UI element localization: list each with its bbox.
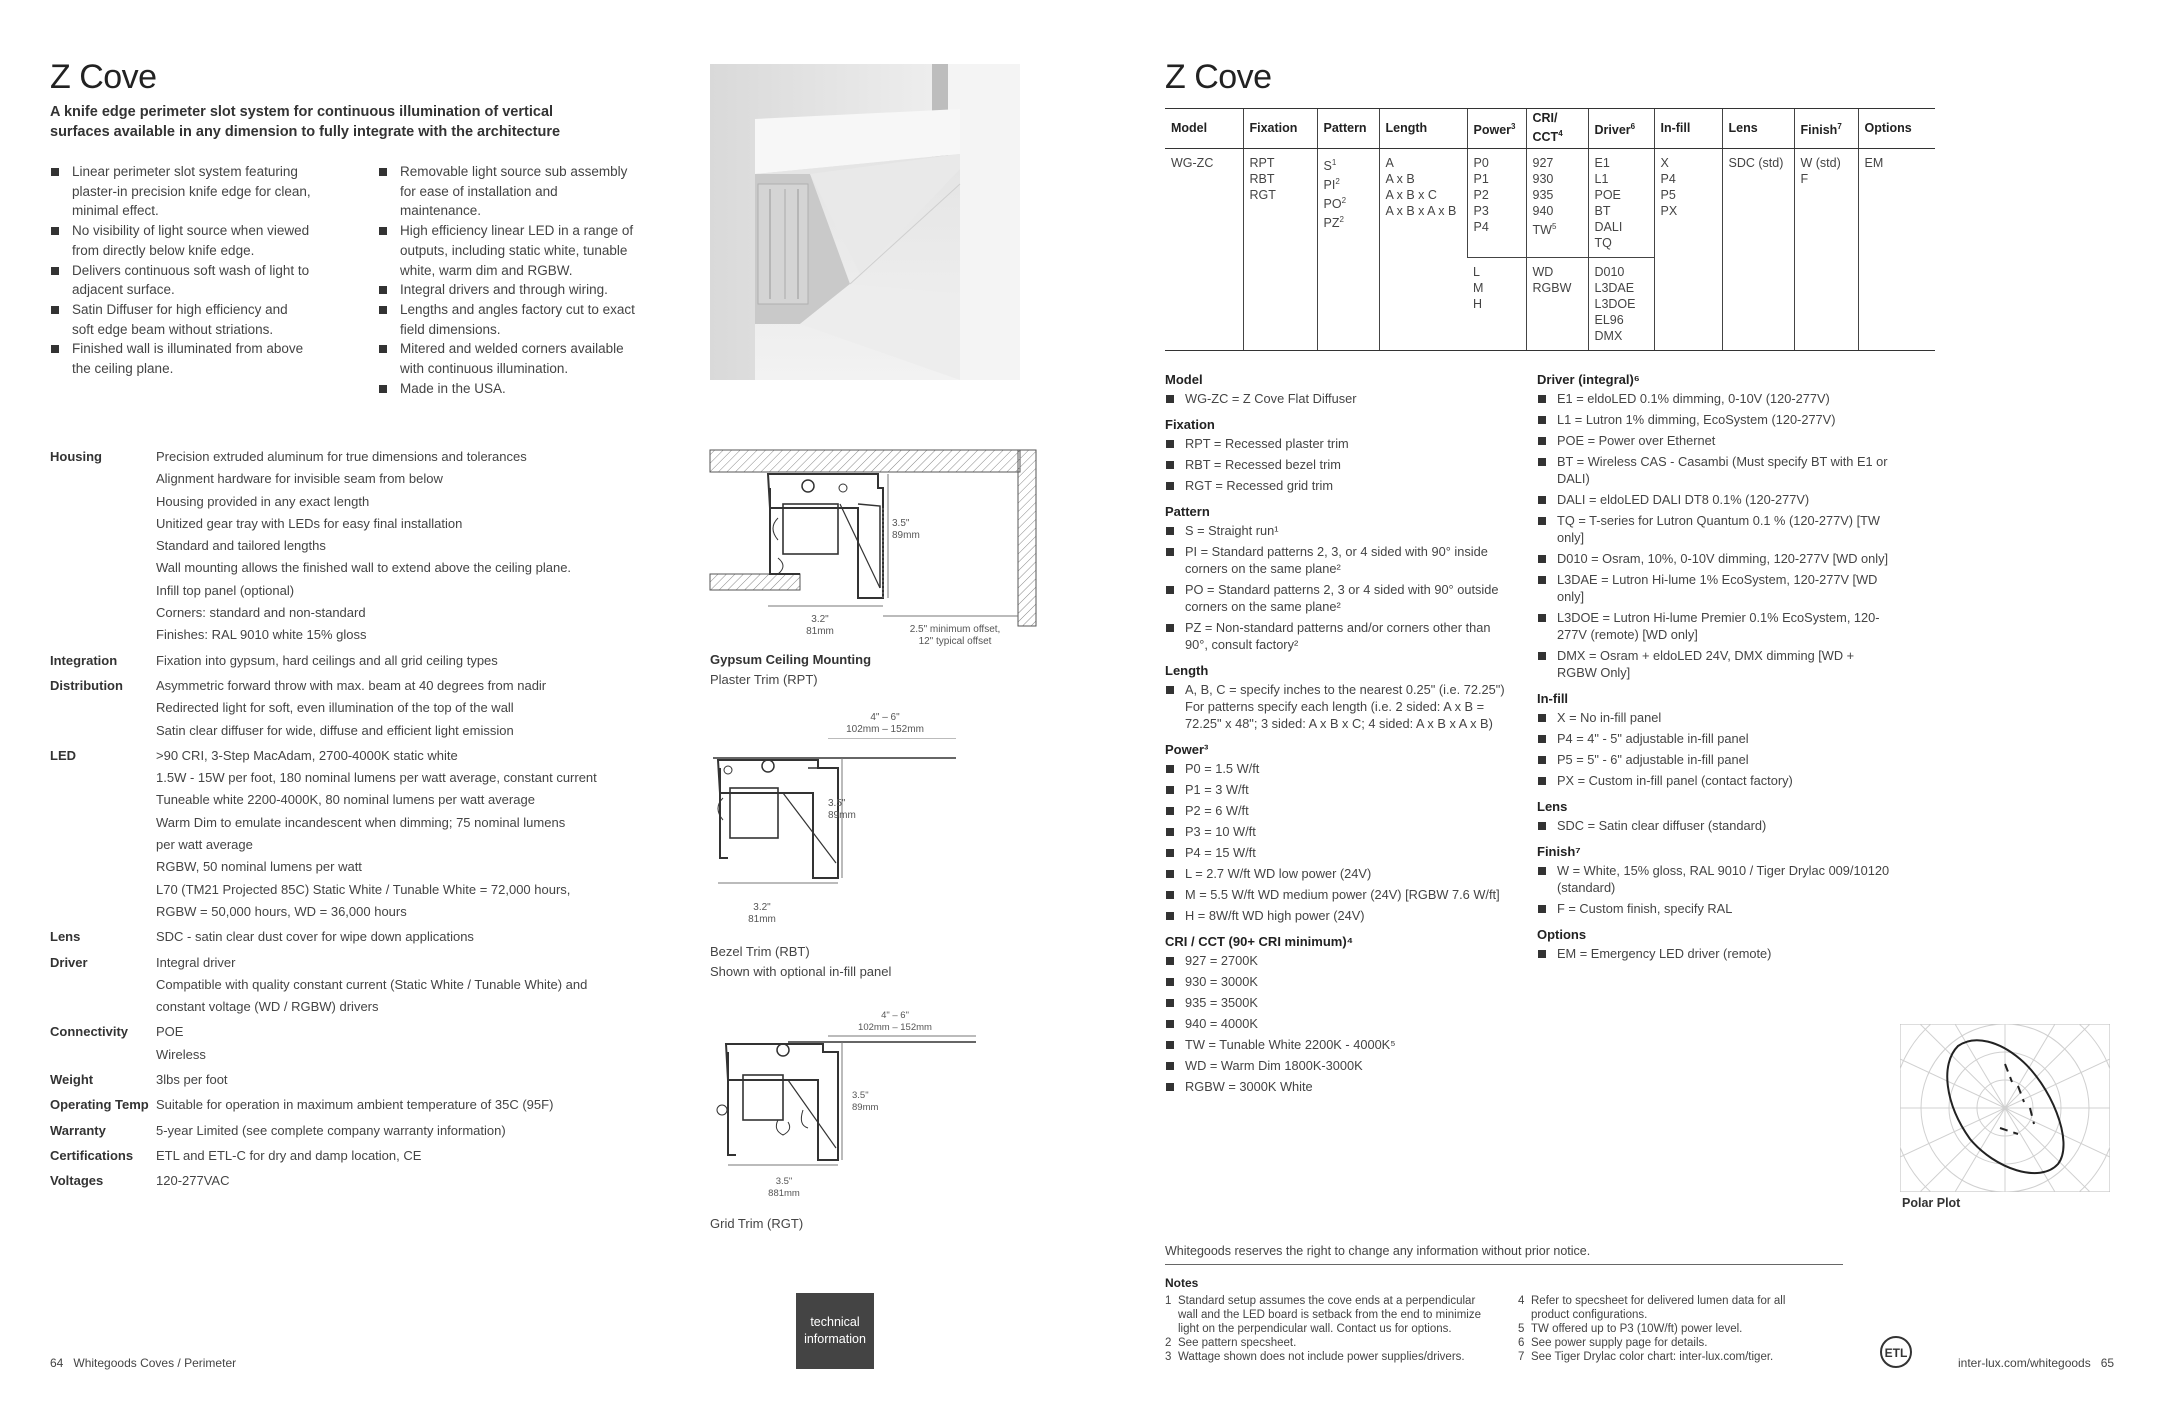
option-item: L3DOE = Lutron Hi-lume Premier 0.1% EcoSystem, 120-277V (remote) [WD only] — [1537, 609, 1897, 643]
option-item: PI = Standard patterns 2, 3, or 4 sided with 90° inside corners on the same plane² — [1165, 543, 1510, 577]
option-item: RGT = Recessed grid trim — [1165, 477, 1510, 494]
option-item: PZ = Non-standard patterns and/or corners other than 90°, consult factory² — [1165, 619, 1510, 653]
spec-row — [50, 1021, 650, 1066]
option-list — [1165, 681, 1510, 732]
specifications — [50, 446, 650, 1196]
option-list — [1537, 862, 1897, 917]
spec-value: Housing provided in any exact length — [156, 493, 370, 509]
option-item: 930 = 3000K — [1165, 973, 1510, 990]
page-number-left: 64 — [50, 1356, 64, 1370]
option-list — [1165, 522, 1510, 653]
d1-width: 3.2" 81mm — [806, 614, 834, 637]
option-item: M = 5.5 W/ft WD medium power (24V) [RGBW 7.6 W/ft] — [1165, 886, 1510, 903]
cell-power-24v: L M H — [1467, 258, 1526, 351]
spec-value: >90 CRI, 3-Step MacAdam, 2700-4000K static white — [156, 747, 458, 763]
page-title-right: Z Cove — [1165, 58, 1272, 96]
d2-caption: Bezel Trim (RBT) Shown with optional in-fill panel — [710, 944, 892, 979]
spec-row — [50, 1170, 650, 1192]
option-item: L3DAE = Lutron Hi-lume 1% EcoSystem, 120-277V [WD only] — [1537, 571, 1897, 605]
spec-label: Certifications — [50, 1147, 134, 1163]
option-item: 935 = 3500K — [1165, 994, 1510, 1011]
d2-width: 3.2" 81mm — [748, 902, 776, 925]
spec-values — [156, 650, 498, 672]
d1-height-mm: 89mm — [892, 530, 920, 541]
spec-value: 1.5W - 15W per foot, 180 nominal lumens per watt average, constant current — [156, 770, 597, 786]
page-number-right: 65 — [2100, 1356, 2115, 1370]
spec-row — [50, 1094, 650, 1116]
spec-label: Distribution — [50, 677, 123, 693]
spec-value: Wall mounting allows the finished wall to extend above the ceiling plane. — [156, 560, 572, 576]
note-item — [1165, 1350, 1495, 1364]
spec-value: 5-year Limited (see complete company warranty information) — [156, 1122, 506, 1138]
option-item: X = No in-fill panel — [1537, 709, 1897, 726]
options-column-1 — [1165, 362, 1510, 1099]
note-item — [1518, 1350, 1818, 1364]
note-number: 4 — [1518, 1295, 1525, 1307]
option-group-heading: Fixation — [1165, 417, 1215, 432]
option-item: EM = Emergency LED driver (remote) — [1537, 945, 1897, 962]
option-group-heading: CRI / CCT (90+ CRI minimum)⁴ — [1165, 934, 1354, 949]
feature-item: Lengths and angles factory cut to exact field dimensions. — [378, 300, 640, 339]
option-item: RPT = Recessed plaster trim — [1165, 435, 1510, 452]
feature-list-right — [378, 162, 640, 398]
feature-item: High efficiency linear LED in a range of outputs, including static white, tunable white, warm dim and RGBW. — [378, 221, 640, 280]
d1-offset: 2.5" minimum offset, 12" typical offset — [909, 624, 1001, 647]
option-item: BT = Wireless CAS - Casambi (Must specify BT with E1 or DALI) — [1537, 453, 1897, 487]
note-item — [1165, 1294, 1495, 1336]
cell-cct-24v: WD RGBW — [1526, 258, 1588, 351]
footer-section-title: Whitegoods Coves / Perimeter — [73, 1356, 237, 1370]
spec-values — [156, 446, 571, 647]
option-group-heading: Driver (integral)⁶ — [1537, 372, 1640, 387]
note-item — [1518, 1336, 1818, 1350]
spec-value: Infill top panel (optional) — [156, 582, 295, 598]
note-text: TW offered up to P3 (10W/ft) power level. — [1531, 1323, 1743, 1335]
option-group-heading: Pattern — [1165, 504, 1210, 519]
spec-value: POE — [156, 1024, 184, 1040]
option-item: P4 = 15 W/ft — [1165, 844, 1510, 861]
spec-value: 3lbs per foot — [156, 1072, 228, 1088]
ordering-table — [1165, 108, 1935, 351]
option-item: S = Straight run¹ — [1165, 522, 1510, 539]
d3-caption: Grid Trim (RGT) — [710, 1216, 804, 1231]
spec-values — [156, 1021, 206, 1066]
option-item: P3 = 10 W/ft — [1165, 823, 1510, 840]
option-item: P4 = 4" - 5" adjustable in-fill panel — [1537, 730, 1897, 747]
spec-value: Unitized gear tray with LEDs for easy final installation — [156, 515, 463, 531]
polar-plot-label: Polar Plot — [1902, 1196, 1961, 1210]
page-title-left: Z Cove — [50, 58, 157, 96]
option-item: P0 = 1.5 W/ft — [1165, 760, 1510, 777]
cell-options: EM — [1858, 149, 1935, 351]
spec-value: Compatible with quality constant current (Static White / Tunable White) and — [156, 976, 588, 992]
option-list — [1537, 945, 1897, 962]
cell-driver-24v: D010 L3DAE L3DOE EL96 DMX — [1588, 258, 1654, 351]
spec-value: RGBW, 50 nominal lumens per watt — [156, 859, 362, 875]
lead-paragraph: A knife edge perimeter slot system for continuous illumination of vertical surfaces available in any dimension to fully integrate with the architecture — [50, 104, 561, 140]
d1-height-label: 3.5" — [892, 518, 910, 529]
option-list — [1537, 390, 1897, 681]
note-text: Standard setup assumes the cove ends at a perpendicular wall and the LED board is setback from the end to minimize light on the perpendicular wall. Contact us for options. — [1178, 1295, 1481, 1335]
option-item: 940 = 4000K — [1165, 1015, 1510, 1032]
etl-logo — [1878, 1334, 1914, 1370]
spec-value: Precision extruded aluminum for true dimensions and tolerances — [156, 449, 527, 464]
spec-value: Tuneable white 2200-4000K, 80 nominal lumens per watt average — [156, 792, 535, 808]
spec-row — [50, 650, 650, 672]
option-group-heading: In-fill — [1537, 691, 1569, 706]
feature-item: Made in the USA. — [378, 379, 640, 399]
option-item: DALI = eldoLED DALI DT8 0.1% (120-277V) — [1537, 491, 1897, 508]
notes-left — [1165, 1294, 1495, 1364]
note-text: Wattage shown does not include power supplies/drivers. — [1178, 1351, 1465, 1363]
spec-value: Standard and tailored lengths — [156, 538, 326, 554]
option-item: A, B, C = specify inches to the nearest 0.25" (i.e. 72.25") For patterns specify each length (i.e. 2 sided: A x B = 72.25" x 48"; 3 sided: A x B x C; 4 sided: A x B x A x B) — [1165, 681, 1510, 732]
spec-value: Corners: standard and non-standard — [156, 605, 366, 621]
spec-value: per watt average — [156, 837, 253, 853]
table-header-pattern: Pattern — [1317, 109, 1379, 149]
option-item: PX = Custom in-fill panel (contact factory) — [1537, 772, 1897, 789]
spec-values — [156, 952, 587, 1019]
feature-item: Linear perimeter slot system featuring plaster-in precision knife edge for clean, minimal effect. — [50, 162, 312, 221]
spec-label: Lens — [50, 929, 81, 945]
spec-value: Alignment hardware for invisible seam from below — [156, 471, 443, 487]
spec-row — [50, 1120, 650, 1142]
spec-value: Fixation into gypsum, hard ceilings and all grid ceiling types — [156, 652, 498, 668]
feature-item: Mitered and welded corners available with continuous illumination. — [378, 339, 640, 378]
d2-height: 3.5" 89mm — [828, 798, 856, 821]
note-number: 7 — [1518, 1351, 1525, 1363]
option-list — [1537, 709, 1897, 789]
spec-row — [50, 952, 650, 1019]
option-list — [1165, 952, 1510, 1095]
option-item: P1 = 3 W/ft — [1165, 781, 1510, 798]
options-column-2 — [1537, 362, 1897, 966]
option-item: DMX = Osram + eldoLED 24V, DMX dimming [WD + RGBW Only] — [1537, 647, 1897, 681]
notes-divider — [1165, 1264, 1843, 1265]
spec-value: Redirected light for soft, even illumination of the top of the wall — [156, 700, 514, 716]
note-text: Refer to specsheet for delivered lumen data for all product configurations. — [1531, 1295, 1786, 1321]
spec-values — [156, 926, 474, 948]
disclaimer: Whitegoods reserves the right to change any information without prior notice. — [1165, 1244, 1591, 1258]
spec-value: Finishes: RAL 9010 white 15% gloss — [156, 627, 367, 643]
spec-label: Housing — [50, 449, 102, 464]
spec-values — [156, 745, 597, 923]
option-item: D010 = Osram, 10%, 0-10V dimming, 120-277V [WD only] — [1537, 550, 1897, 567]
spec-label: Driver — [50, 954, 88, 970]
product-photo — [710, 64, 1020, 380]
spec-label: LED — [50, 747, 76, 763]
note-item — [1165, 1336, 1495, 1350]
option-item: TQ = T-series for Lutron Quantum 0.1 % (120-277V) [TW only] — [1537, 512, 1897, 546]
feature-list-left — [50, 162, 312, 379]
table-header-lens: Lens — [1722, 109, 1794, 149]
spec-value: Integral driver — [156, 954, 236, 970]
option-group-heading: Options — [1537, 927, 1587, 942]
cell-lens: SDC (std) — [1722, 149, 1794, 351]
note-text: See pattern specsheet. — [1178, 1337, 1297, 1349]
option-list — [1165, 390, 1510, 407]
option-item: SDC = Satin clear diffuser (standard) — [1537, 817, 1897, 834]
note-text: See power supply page for details. — [1531, 1337, 1708, 1349]
option-list — [1165, 760, 1510, 924]
table-header-driver: Driver$^6$ — [1588, 109, 1654, 149]
d3-range: 4" – 6" 102mm – 152mm — [858, 1010, 932, 1033]
option-item: 927 = 2700K — [1165, 952, 1510, 969]
option-item: WD = Warm Dim 1800K-3000K — [1165, 1057, 1510, 1074]
table-header-finish: Finish$^7$ — [1794, 109, 1858, 149]
option-item: RGBW = 3000K White — [1165, 1078, 1510, 1095]
note-item — [1518, 1294, 1818, 1322]
feature-item: Finished wall is illuminated from above the ceiling plane. — [50, 339, 312, 378]
option-item: P5 = 5" - 6" adjustable in-fill panel — [1537, 751, 1897, 768]
option-item: W = White, 15% gloss, RAL 9010 / Tiger Drylac 009/10120 (standard) — [1537, 862, 1897, 896]
cell-length: A A x B A x B x C A x B x A x B — [1379, 149, 1467, 351]
spec-value: constant voltage (WD / RGBW) drivers — [156, 999, 379, 1015]
feature-item: Integral drivers and through wiring. — [378, 280, 640, 300]
spec-values — [156, 1170, 229, 1192]
option-item: TW = Tunable White 2200K - 4000K⁵ — [1165, 1036, 1510, 1053]
footer-right — [1958, 1356, 2114, 1370]
spec-values — [156, 1120, 506, 1142]
footer-url: inter-lux.com/whitegoods — [1958, 1356, 2091, 1370]
option-item: RBT = Recessed bezel trim — [1165, 456, 1510, 473]
note-number: 2 — [1165, 1337, 1172, 1349]
spec-row — [50, 446, 650, 647]
note-number: 1 — [1165, 1295, 1172, 1307]
option-list — [1165, 435, 1510, 494]
cell-cct: 927 930 935 940 $TW^5$ — [1526, 149, 1588, 258]
notes-right — [1518, 1294, 1818, 1364]
option-item: F = Custom finish, specify RAL — [1537, 900, 1897, 917]
spec-values — [156, 1069, 228, 1091]
option-item: P2 = 6 W/ft — [1165, 802, 1510, 819]
table-header-model: Model — [1165, 109, 1243, 149]
option-item: WG-ZC = Z Cove Flat Diffuser — [1165, 390, 1510, 407]
cell-pattern: $S^1$ $PI^2$ $PO^2$ $PZ^2$ — [1317, 149, 1379, 351]
spec-label: Connectivity — [50, 1024, 129, 1040]
option-group-heading: Model — [1165, 372, 1203, 387]
option-item: PO = Standard patterns 2, 3 or 4 sided with 90° outside corners on the same plane² — [1165, 581, 1510, 615]
note-text: See Tiger Drylac color chart: inter-lux.com/tiger. — [1531, 1351, 1774, 1363]
cell-model: WG-ZC — [1165, 149, 1243, 351]
footer-left — [50, 1356, 236, 1370]
option-list — [1537, 817, 1897, 834]
note-item — [1518, 1322, 1818, 1336]
cell-infill: X P4 P5 PX — [1654, 149, 1722, 351]
polar-plot — [1900, 1024, 2110, 1192]
option-item: POE = Power over Ethernet — [1537, 432, 1897, 449]
drawing-grid-trim — [708, 1030, 978, 1170]
spec-row — [50, 1145, 650, 1167]
feature-item: Removable light source sub assembly for ease of installation and maintenance. — [378, 162, 640, 221]
spec-label: Weight — [50, 1072, 94, 1088]
note-number: 5 — [1518, 1323, 1525, 1335]
spec-value: Warm Dim to emulate incandescent when dimming; 75 nominal lumens — [156, 814, 566, 830]
spec-label: Integration — [50, 652, 118, 668]
spec-label: Warranty — [50, 1122, 106, 1138]
drawing-gypsum-ceiling — [708, 448, 1038, 638]
table-header-power: Power$^3$ — [1467, 109, 1526, 149]
spec-value: Asymmetric forward throw with max. beam at 40 degrees from nadir — [156, 677, 547, 693]
spec-value: Suitable for operation in maximum ambient temperature of 35C (95F) — [156, 1097, 554, 1113]
d1-caption: Gypsum Ceiling Mounting Plaster Trim (RPT) — [710, 652, 872, 687]
spec-value: 120-277VAC — [156, 1173, 230, 1189]
table-header-options: Options — [1858, 109, 1935, 149]
cell-finish: W (std) F — [1794, 149, 1858, 351]
spec-values — [156, 1145, 421, 1167]
technical-information-tab[interactable]: technical information — [796, 1293, 874, 1369]
feature-item: No visibility of light source when viewed from directly below knife edge. — [50, 221, 312, 260]
spec-label: Operating Temp — [50, 1097, 149, 1113]
note-number: 6 — [1518, 1337, 1525, 1349]
spec-values — [156, 1094, 553, 1116]
spec-value: Satin clear diffuser for wide, diffuse and efficient light emission — [156, 722, 514, 738]
d3-width: 3.5" 881mm — [768, 1176, 800, 1199]
spec-row — [50, 745, 650, 923]
cell-driver: E1 L1 POE BT DALI TQ — [1588, 149, 1654, 258]
option-group-heading: Power³ — [1165, 742, 1209, 757]
svg-text:ETL: ETL — [1884, 1346, 1908, 1360]
cell-fixation: RPT RBT RGT — [1243, 149, 1317, 351]
notes-title: Notes — [1165, 1276, 1199, 1290]
spec-value: SDC - satin clear dust cover for wipe down applications — [156, 929, 474, 945]
table-header-in-fill: In-fill — [1654, 109, 1722, 149]
spec-value: Wireless — [156, 1046, 206, 1062]
option-group-heading: Finish⁷ — [1537, 844, 1581, 859]
cell-power: P0 P1 P2 P3 P4 — [1467, 149, 1526, 258]
spec-values — [156, 675, 546, 742]
option-item: L1 = Lutron 1% dimming, EcoSystem (120-277V) — [1537, 411, 1897, 428]
d3-height: 3.5" 89mm — [852, 1090, 879, 1113]
spec-value: ETL and ETL-C for dry and damp location, CE — [156, 1147, 422, 1163]
table-header-cri-cct: CRI/ CCT$^4$ — [1526, 109, 1588, 149]
feature-item: Satin Diffuser for high efficiency and soft edge beam without striations. — [50, 300, 312, 339]
d2-range: 4" – 6" 102mm – 152mm — [846, 712, 924, 735]
spec-label: Voltages — [50, 1173, 104, 1189]
option-item: H = 8W/ft WD high power (24V) — [1165, 907, 1510, 924]
table-header-length: Length — [1379, 109, 1467, 149]
spec-value: L70 (TM21 Projected 85C) Static White / Tunable White = 72,000 hours, — [156, 881, 571, 897]
spec-value: RGBW = 50,000 hours, WD = 36,000 hours — [156, 903, 407, 919]
spec-row — [50, 926, 650, 948]
spec-row — [50, 1069, 650, 1091]
option-item: L = 2.7 W/ft WD low power (24V) — [1165, 865, 1510, 882]
option-group-heading: Lens — [1537, 799, 1568, 814]
feature-item: Delivers continuous soft wash of light to adjacent surface. — [50, 261, 312, 300]
table-header-fixation: Fixation — [1243, 109, 1317, 149]
option-group-heading: Length — [1165, 663, 1209, 678]
option-item: E1 = eldoLED 0.1% dimming, 0-10V (120-277V) — [1537, 390, 1897, 407]
note-number: 3 — [1165, 1351, 1172, 1363]
spec-row — [50, 675, 650, 742]
